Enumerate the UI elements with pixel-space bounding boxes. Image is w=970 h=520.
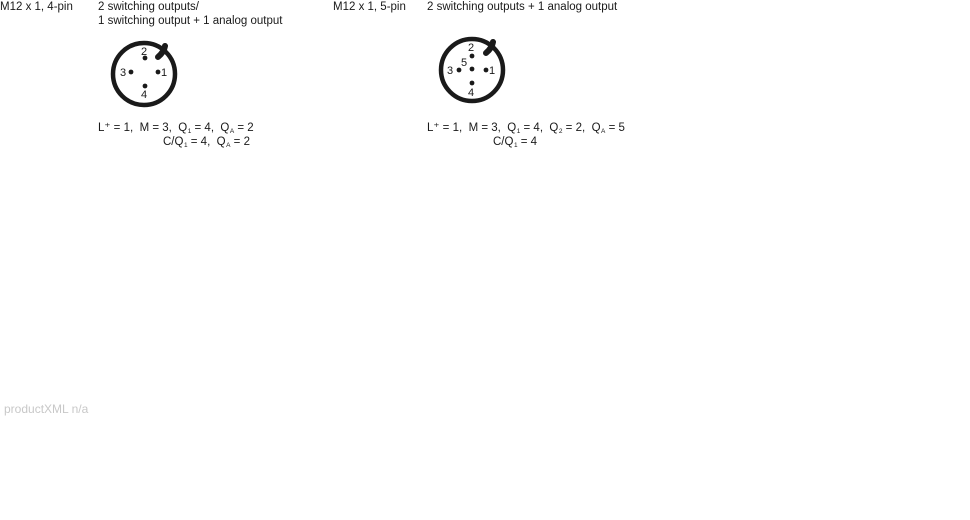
m12-4pin-connector-diagram <box>110 40 180 110</box>
pin-assignment-line1 <box>98 121 254 135</box>
pin-5-dot <box>470 67 475 72</box>
assign-qa: $Q_A = 2$ <box>220 122 254 135</box>
m12-5pin-connector-diagram <box>438 36 508 106</box>
pin-4-label: 4 <box>468 87 475 99</box>
assign-l-plus: L⁺ = 1, <box>98 122 134 134</box>
assign-q2: $Q_2 = 2$, <box>549 122 586 135</box>
pin-5-label: 5 <box>461 57 468 69</box>
pin-2-label: 2 <box>468 42 475 54</box>
pin-assignment-line2 <box>493 135 537 149</box>
pin-4-dot <box>143 84 148 89</box>
connector-description-line2: 1 switching output + 1 analog output <box>98 15 283 27</box>
connector-type-label: M12 x 1, 5-pin <box>333 1 406 13</box>
pin-4-label: 4 <box>141 89 148 101</box>
pin-1-dot <box>156 70 161 75</box>
pin-1-label: 1 <box>489 65 496 77</box>
pin-3-label: 3 <box>120 67 127 79</box>
assign-m: M = 3, <box>139 122 172 134</box>
assign-qa: $Q_A = 2$ <box>216 136 250 149</box>
product-xml-placeholder: productXML n/a <box>4 402 89 416</box>
pin-1-label: 1 <box>161 67 168 79</box>
assign-q1: $Q_1 = 4$, <box>178 122 215 135</box>
assign-cq1: $C/Q_1 = 4$, <box>163 136 211 149</box>
assign-l-plus: L⁺ = 1, <box>427 122 463 134</box>
connector-description-line1: 2 switching outputs/ <box>98 1 200 13</box>
pin-1-dot <box>484 68 489 73</box>
pin-2-label: 2 <box>141 46 148 58</box>
assign-cq1: $C/Q_1 = 4$ <box>493 136 538 149</box>
assign-q1: $Q_1 = 4$, <box>507 122 544 135</box>
assign-qa: $Q_A = 5$ <box>591 122 625 135</box>
pin-assignment-line1 <box>427 121 625 135</box>
connector-type-label: M12 x 1, 4-pin <box>0 1 73 13</box>
connector-description-line1: 2 switching outputs + 1 analog output <box>427 1 618 13</box>
pin-assignment-line2 <box>163 135 250 149</box>
assign-m: M = 3, <box>468 122 501 134</box>
pin-2-dot <box>470 54 475 59</box>
pin-4-dot <box>470 81 475 86</box>
pin-3-dot <box>129 70 134 75</box>
pin-3-label: 3 <box>447 65 454 77</box>
